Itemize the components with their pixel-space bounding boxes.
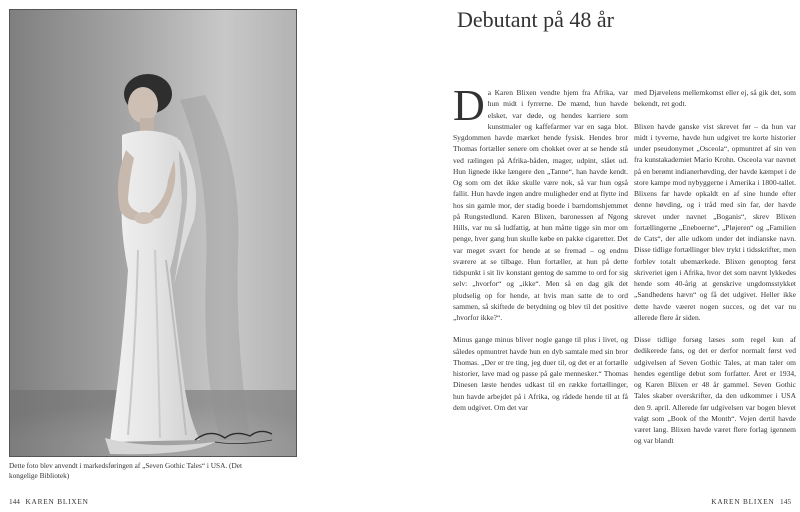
page-number-right: 145 (780, 497, 791, 506)
paragraph-5: Disse tidlige forsøg læses som regel kun af dedikerede fans, og det er derfor normalt først ved udgivelsen af Seven Gothic Tales, at man taler om hendes egentlige debut som forfatter. Året er 1934, og Karen Blixen er 48 år gammel. Seven Gothic Tales skaber overskrifter, da den udkommer i USA den 9. april. Allerede før udgivelsen var bogen blevet valgt som „Book of the Month“. Vejen dertil havde været lang. Blixen havde været flere forlag igennem og var blandt (634, 335, 796, 446)
portrait-illustration (10, 10, 296, 456)
photo-caption: Dette foto blev anvendt i markedsføringen af „Seven Gothic Tales“ i USA. (Det kongelige Bibliotek) (9, 461, 242, 480)
page-number-left: 144 (9, 497, 20, 506)
paragraph-4: Blixen havde ganske vist skrevet før – da hun var midt i tyverne, havde hun udgivet tre korte historier under pseudonymet „Osceola“, opmuntret af sin ven fra kunstakademiet Mario Krohn. Osceola var navnet på en berømt indianerhøvding, der havde kæmpet i de store kampe mod nybyggerne i Amerika i 1800-tallet. Blixens far havde opkaldt en af sine hunde efter denne høvding, og i tråd med sin far, der havde skrevet under navnet „Boganis“, skrev Blixen fortællingerne „Eneboerne“, „Pløjeren“ og „Familien de Cats“, der alle udkom under det indianske navn. Disse tidlige fortællinger blev trykt i tidsskrifter, men forblev totalt ubemærkede. Blixen genoptog først skriveriet igen i Afrika, hvor det som nævnt lykkedes hende som 40-årig at genskrive ungdomsstykket „Sandhedens hævn“ og få det udgivet. Heller ikke dette havde væeret nogen succes, og det var nu allerede flere år siden. (634, 121, 796, 322)
running-head-left: KAREN BLIXEN (25, 497, 89, 506)
folio-left (9, 497, 89, 507)
folio-right (711, 497, 791, 507)
chapter-title: Debutant på 48 år (457, 7, 614, 32)
paragraph-1-text: a Karen Blixen vendte hjem fra Afrika, var hun midt i fyrrerne. De mænd, hun havde elsket, var døde, og hendes karriere som kunstmaler og kaffefarmer var en saga blot. Sygdommen havde mærket hende fysisk. Hendes bror Thomas fortæller senere om chokket over at se hende stå ved rælingen på Afrika-båden, mager, udpint, slået ud. Hun lignede ikke længere den „Tanne“, han havde kendt. Og som om det ikke skulle være nok, så var hun også fallit. Hun havde ingen andre muligheder end at flytte ind hos sin gamle mor, der stadig boede i barndomshjemmet på Rungstedlund. Karen Blixen, baronessen af Ngong Hills, var nu så ludfattig, at hun måtte tigge sin mor om penge, hver gang hun skulle købe en pakke cigaretter. Det var meget svært for hende at se fremad – og endnu sværere at se tilbage. Hun fortæller, at hun på dette tidspunkt i sit liv konstant gentog de samme to ord for sig selv: „hvorfor“ og „ikke“. Men så en dag gik det pludselig op for hende, at hvis man satte de to ord sammen, så skiftede de betydning og blev til det positive „hvorfor ikke?“. (453, 88, 628, 322)
portrait-photo (9, 9, 297, 457)
right-page (400, 0, 800, 512)
paragraph-2: Minus gange minus bliver nogle gange til plus i livet, og således opmuntret havde hun en dyb samtale med sin bror Thomas. „Der er tre ting, jeg duer til, og det er at fortælle historier, lave mad og passe på gale mennesker.“ Thomas Dinesen læste hendes udkast til en række fortællinger, hun havde arbejdet på i Afrika, og rådede hende til at få dem udgivet. Om det var (453, 335, 628, 412)
text-column-1 (453, 81, 628, 413)
text-column-2 (634, 87, 796, 447)
running-head-right: KAREN BLIXEN (711, 497, 775, 506)
paragraph-1 (453, 81, 628, 323)
drop-cap: D (453, 81, 485, 130)
paragraph-3: med Djævelens mellemkomst eller ej, så gik det, som bekendt, ret godt. (634, 88, 796, 109)
